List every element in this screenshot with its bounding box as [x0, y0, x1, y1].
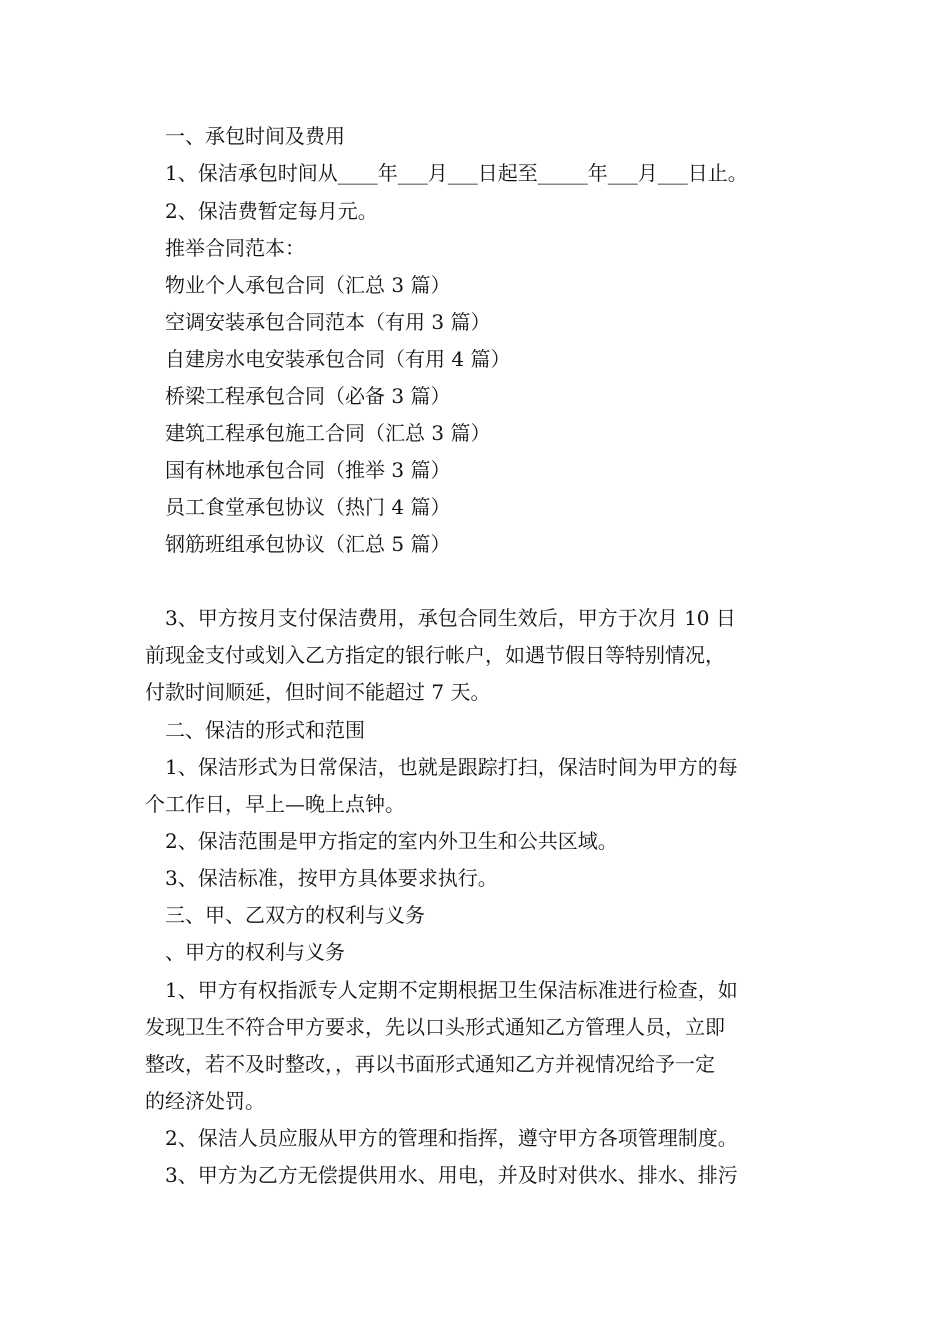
paragraph-line: 3、甲方按月支付保洁费用，承包合同生效后，甲方于次月 10 日: [165, 606, 736, 630]
recommend-link[interactable]: 员工食堂承包协议（热门 4 篇）: [165, 495, 451, 519]
recommend-link[interactable]: 物业个人承包合同（汇总 3 篇）: [165, 273, 451, 297]
paragraph-line: 1、甲方有权指派专人定期不定期根据卫生保洁标准进行检查，如: [165, 978, 738, 1002]
section-heading-2: 二、保洁的形式和范围: [165, 718, 365, 742]
recommend-link[interactable]: 钢筋班组承包协议（汇总 5 篇）: [165, 532, 451, 556]
paragraph-line: 3、保洁标准，按甲方具体要求执行。: [165, 866, 498, 890]
paragraph-line: 付款时间顺延，但时间不能超过 7 天。: [145, 680, 491, 704]
paragraph-line: 2、保洁范围是甲方指定的室内外卫生和公共区域。: [165, 829, 618, 853]
paragraph-line: 发现卫生不符合甲方要求，先以口头形式通知乙方管理人员，立即: [145, 1015, 725, 1039]
paragraph-line: 整改，若不及时整改，，再以书面形式通知乙方并视情况给予一定: [145, 1052, 715, 1076]
recommend-link[interactable]: 空调安装承包合同范本（有用 3 篇）: [165, 310, 491, 334]
paragraph-line: 2、保洁费暂定每月元。: [165, 199, 378, 223]
section-heading-1: 一、承包时间及费用: [165, 124, 345, 148]
paragraph-line: 1、保洁承包时间从____年___月___日起至_____年___月___日止。: [165, 161, 748, 185]
paragraph-line: 1、保洁形式为日常保洁，也就是跟踪打扫，保洁时间为甲方的每: [165, 755, 738, 779]
recommend-link[interactable]: 桥梁工程承包合同（必备 3 篇）: [165, 384, 451, 408]
recommend-link[interactable]: 自建房水电安装承包合同（有用 4 篇）: [165, 347, 511, 371]
paragraph-line: 2、保洁人员应服从甲方的管理和指挥，遵守甲方各项管理制度。: [165, 1126, 738, 1150]
recommend-heading: 推举合同范本：: [165, 236, 305, 260]
recommend-link[interactable]: 国有林地承包合同（推举 3 篇）: [165, 458, 451, 482]
paragraph-line: 前现金支付或划入乙方指定的银行帐户，如遇节假日等特别情况，: [145, 643, 725, 667]
subsection-heading: 、甲方的权利与义务: [165, 940, 345, 964]
section-heading-3: 三、甲、乙双方的权利与义务: [165, 903, 425, 927]
recommend-link[interactable]: 建筑工程承包施工合同（汇总 3 篇）: [165, 421, 491, 445]
paragraph-line: 3、甲方为乙方无偿提供用水、用电，并及时对供水、排水、排污: [165, 1163, 738, 1187]
paragraph-line: 个工作日，早上—晚上点钟。: [145, 792, 405, 816]
paragraph-line: 的经济处罚。: [145, 1089, 265, 1113]
